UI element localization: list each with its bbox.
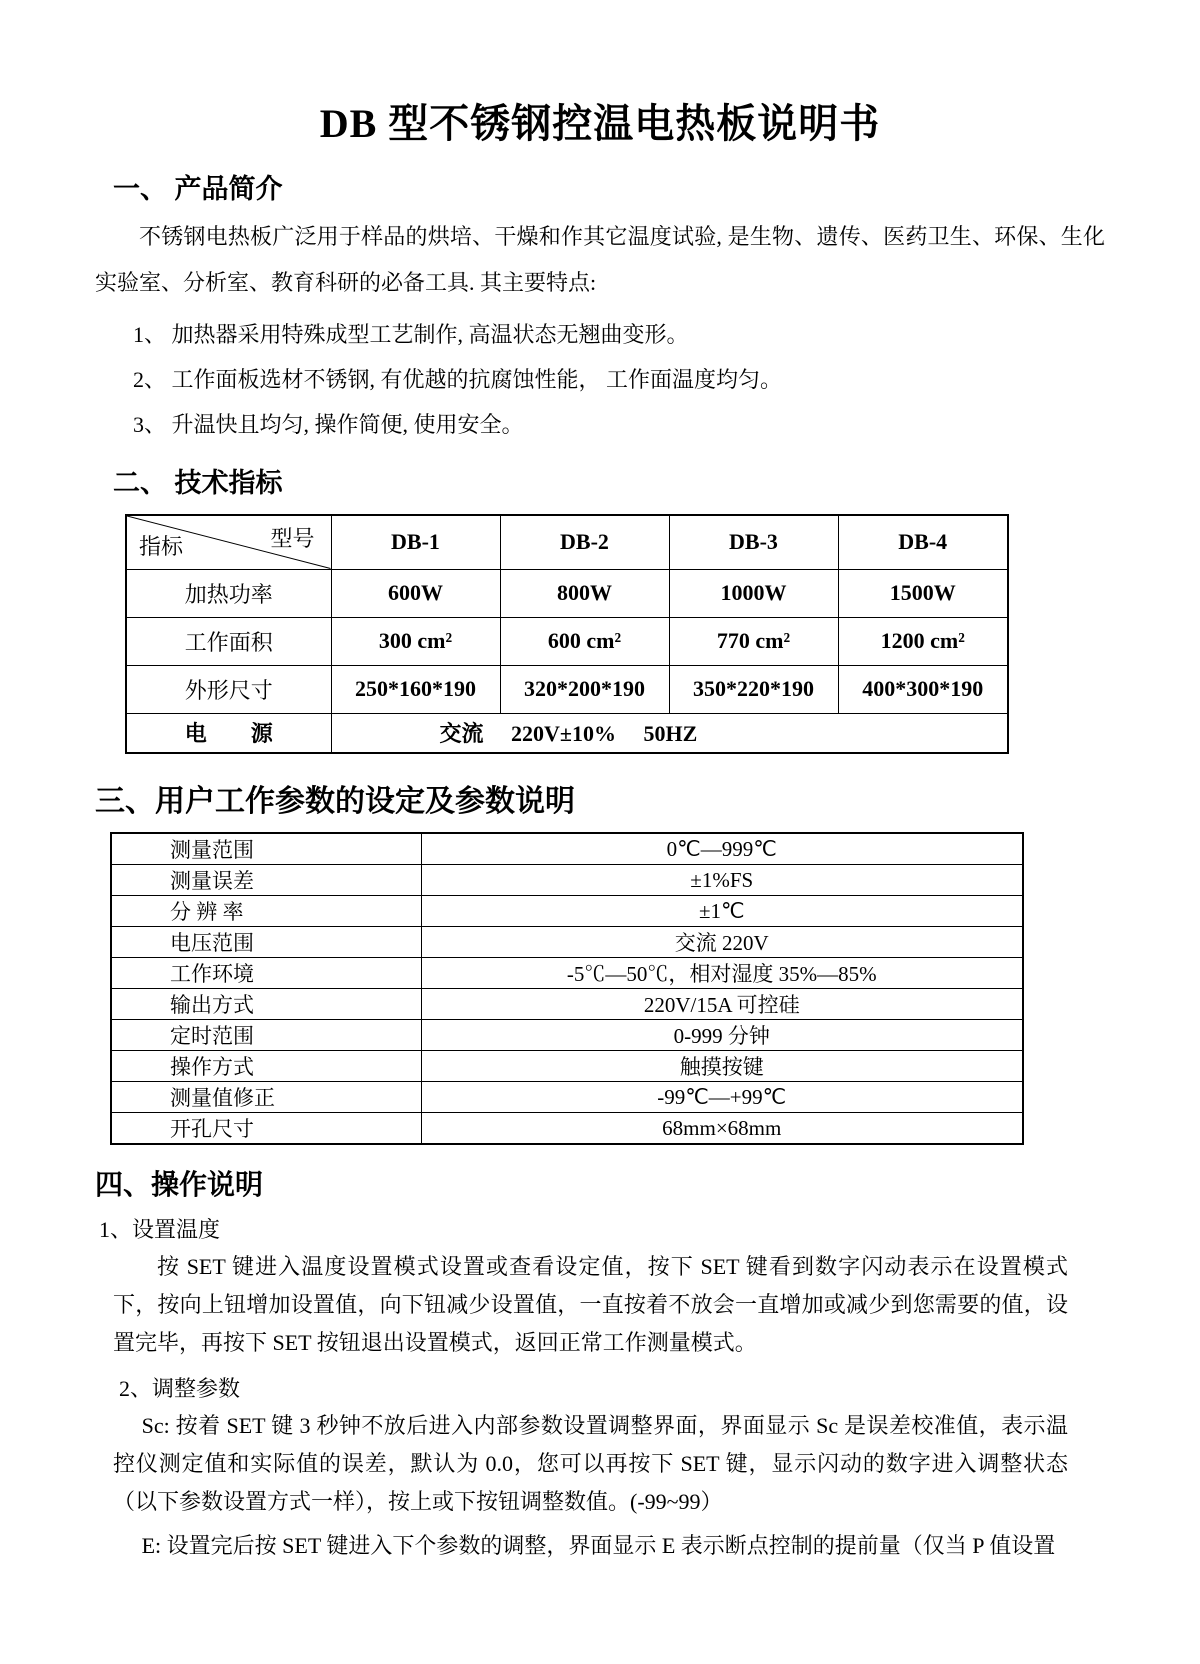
param-label: 测量值修正: [111, 1082, 421, 1113]
spec-row-power-supply: [126, 713, 1008, 753]
spec-table: [125, 514, 1009, 754]
spec-cell: 600W: [331, 569, 500, 617]
corner-label-model: 型号: [270, 526, 315, 551]
param-value: 68mm×68mm: [421, 1113, 1023, 1145]
spec-cell: 400*300*190: [838, 665, 1008, 713]
param-value: -99℃—+99℃: [421, 1082, 1023, 1113]
spec-cell: 770 cm²: [669, 617, 838, 665]
section4-heading: 四、操作说明: [95, 1169, 264, 1200]
param-value: 0℃—999℃: [421, 833, 1023, 865]
spec-table-header-row: [126, 515, 1008, 569]
section3-heading: 三、用户工作参数的设定及参数说明: [95, 785, 575, 818]
document-title: DB 型不锈钢控温电热板说明书: [319, 101, 881, 146]
spec-row-label: 电 源: [126, 713, 331, 753]
spec-row-work-area: [126, 617, 1008, 665]
spec-cell: 300 cm²: [331, 617, 500, 665]
param-table: [110, 832, 1024, 1145]
spec-cell: 320*200*190: [500, 665, 669, 713]
intro-paragraph: 不锈钢电热板广泛用于样品的烘培、干燥和作其它温度试验, 是生物、遗传、医药卫生、环保、生化实验室、分析室、教育科研的必备工具. 其主要特点:: [95, 224, 1105, 295]
power-supply-value: 交流 220V±10% 50HZ: [331, 713, 1008, 753]
spec-col-header-db1: DB-1: [331, 515, 500, 569]
spec-row-label: 外形尺寸: [126, 665, 331, 713]
spec-row-dimensions: [126, 665, 1008, 713]
param-row-work-environment: [111, 958, 1023, 989]
spec-row-label: 工作面积: [126, 617, 331, 665]
subsection-set-temperature-title: 1、设置温度: [99, 1217, 221, 1242]
spec-cell: 1500W: [838, 569, 1008, 617]
spec-cell: 350*220*190: [669, 665, 838, 713]
adjust-params-sc-paragraph: Sc: 按着 SET 键 3 秒钟不放后进入内部参数设置调整界面，界面显示 Sc 是误差校准值，表示温控仪测定值和实际值的误差，默认为 0.0，您可以再按下 SET 键，显示闪动的数字进入调整状态（以下参数设置方式一样），按上或下按钮调整数值。(-99~99）: [113, 1413, 1068, 1514]
spec-row-power-rating: [126, 569, 1008, 617]
spec-col-header-db4: DB-4: [838, 515, 1008, 569]
param-value: 触摸按键: [421, 1051, 1023, 1082]
set-temperature-paragraph: 按 SET 键进入温度设置模式设置或查看设定值，按下 SET 键看到数字闪动表示在设置模式下，按向上钮增加设置值，向下钮减少设置值，一直按着不放会一直增加或减少到您需要的值，设置完毕，再按下 SET 按钮退出设置模式，返回正常工作测量模式。: [113, 1254, 1068, 1355]
param-row-measure-correction: [111, 1082, 1023, 1113]
param-value: -5℃—50℃，相对湿度 35%—85%: [421, 958, 1023, 989]
param-label: 开孔尺寸: [111, 1113, 421, 1145]
feature-item-2: 2、 工作面板选材不锈钢, 有优越的抗腐蚀性能， 工作面温度均匀。: [133, 367, 783, 392]
section1-heading: 一、 产品简介: [113, 174, 283, 204]
param-label: 电压范围: [111, 927, 421, 958]
spec-cell: 1200 cm²: [838, 617, 1008, 665]
section2-heading: 二、 技术指标: [113, 468, 283, 498]
param-label: 测量范围: [111, 833, 421, 865]
spec-row-label: 加热功率: [126, 569, 331, 617]
param-value: 220V/15A 可控硅: [421, 989, 1023, 1020]
param-label: 分 辨 率: [111, 896, 421, 927]
spec-cell: 1000W: [669, 569, 838, 617]
param-label: 操作方式: [111, 1051, 421, 1082]
feature-item-3: 3、 升温快且均匀, 操作简便, 使用安全。: [133, 412, 524, 437]
feature-item-1: 1、 加热器采用特殊成型工艺制作, 高温状态无翘曲变形。: [133, 322, 689, 347]
spec-cell: 250*160*190: [331, 665, 500, 713]
param-row-voltage-range: [111, 927, 1023, 958]
param-row-measure-error: [111, 865, 1023, 896]
param-label: 测量误差: [111, 865, 421, 896]
param-row-resolution: [111, 896, 1023, 927]
feature-list: [95, 312, 1105, 447]
spec-col-header-db2: DB-2: [500, 515, 669, 569]
param-value: 交流 220V: [421, 927, 1023, 958]
subsection-adjust-params-title: 2、调整参数: [119, 1376, 241, 1401]
param-label: 输出方式: [111, 989, 421, 1020]
spec-cell: 800W: [500, 569, 669, 617]
spec-cell: 600 cm²: [500, 617, 669, 665]
param-row-timer-range: [111, 1020, 1023, 1051]
param-row-hole-size: [111, 1113, 1023, 1145]
spec-table-corner-cell: [126, 515, 331, 569]
param-row-output-mode: [111, 989, 1023, 1020]
spec-col-header-db3: DB-3: [669, 515, 838, 569]
param-row-measure-range: [111, 833, 1023, 865]
corner-label-index: 指标: [139, 533, 184, 559]
adjust-params-e-paragraph: E: 设置完后按 SET 键进入下个参数的调整，界面显示 E 表示断点控制的提前量（仅当 P 值设置: [141, 1533, 1056, 1558]
param-label: 定时范围: [111, 1020, 421, 1051]
param-value: ±1%FS: [421, 865, 1023, 896]
param-value: ±1℃: [421, 896, 1023, 927]
param-row-operation-mode: [111, 1051, 1023, 1082]
param-value: 0-999 分钟: [421, 1020, 1023, 1051]
param-label: 工作环境: [111, 958, 421, 989]
